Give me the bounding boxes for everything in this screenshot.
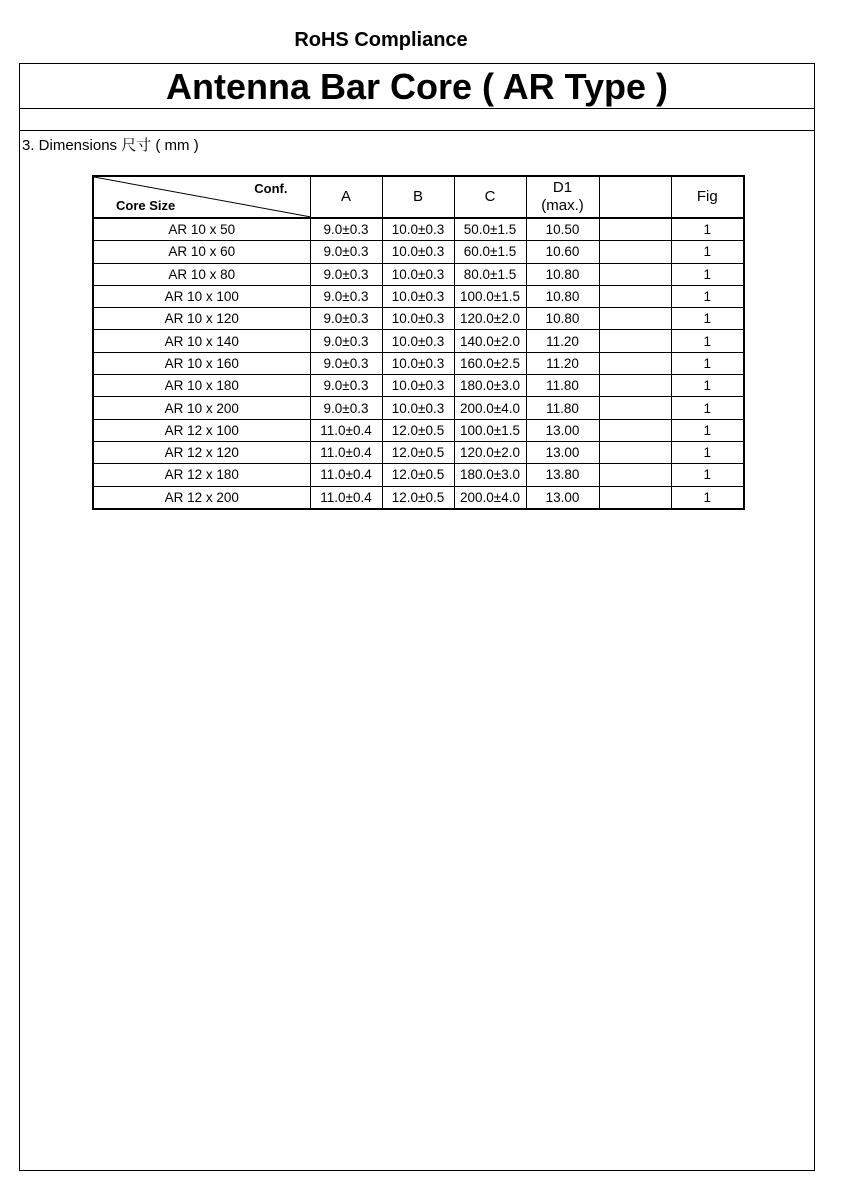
- table-row: [93, 441, 744, 463]
- column-header-d1-line2: (max.): [541, 197, 584, 214]
- d1-cell: 11.20: [526, 352, 599, 374]
- c-cell: 50.0±1.5: [454, 218, 526, 241]
- d1-cell: 13.00: [526, 441, 599, 463]
- fig-cell: 1: [671, 308, 744, 330]
- d1-cell: 10.60: [526, 241, 599, 263]
- fig-cell: 1: [671, 419, 744, 441]
- b-cell: 10.0±0.3: [382, 218, 454, 241]
- blank-cell: [599, 464, 671, 486]
- core-size-cell: AR 12 x 120: [93, 441, 310, 463]
- core-size-cell: AR 10 x 120: [93, 308, 310, 330]
- fig-cell: 1: [671, 464, 744, 486]
- c-cell: 60.0±1.5: [454, 241, 526, 263]
- fig-cell: 1: [671, 397, 744, 419]
- column-header-fig: Fig: [671, 176, 744, 218]
- column-header-b: B: [382, 176, 454, 218]
- d1-cell: 13.00: [526, 419, 599, 441]
- d1-cell: 11.80: [526, 375, 599, 397]
- column-header-blank: [599, 176, 671, 218]
- blank-cell: [599, 375, 671, 397]
- c-cell: 100.0±1.5: [454, 419, 526, 441]
- table-row: [93, 486, 744, 509]
- fig-cell: 1: [671, 352, 744, 374]
- c-cell: 100.0±1.5: [454, 285, 526, 307]
- c-cell: 120.0±2.0: [454, 441, 526, 463]
- a-cell: 11.0±0.4: [310, 441, 382, 463]
- c-cell: 140.0±2.0: [454, 330, 526, 352]
- dimensions-table: [92, 175, 745, 510]
- d1-cell: 10.80: [526, 263, 599, 285]
- d1-cell: 11.20: [526, 330, 599, 352]
- column-header-c: C: [454, 176, 526, 218]
- c-cell: 180.0±3.0: [454, 464, 526, 486]
- core-size-cell: AR 10 x 140: [93, 330, 310, 352]
- table-row: [93, 375, 744, 397]
- fig-cell: 1: [671, 263, 744, 285]
- b-cell: 10.0±0.3: [382, 285, 454, 307]
- core-size-cell: AR 10 x 80: [93, 263, 310, 285]
- core-size-cell: AR 12 x 200: [93, 486, 310, 509]
- d1-cell: 13.00: [526, 486, 599, 509]
- core-size-cell: AR 12 x 100: [93, 419, 310, 441]
- table-row: [93, 330, 744, 352]
- document-frame: [19, 63, 815, 1171]
- core-size-cell: AR 10 x 60: [93, 241, 310, 263]
- fig-cell: 1: [671, 241, 744, 263]
- c-cell: 120.0±2.0: [454, 308, 526, 330]
- b-cell: 10.0±0.3: [382, 263, 454, 285]
- c-cell: 80.0±1.5: [454, 263, 526, 285]
- a-cell: 11.0±0.4: [310, 419, 382, 441]
- blank-cell: [599, 352, 671, 374]
- table-row: [93, 464, 744, 486]
- corner-header-cell: [93, 176, 310, 218]
- b-cell: 12.0±0.5: [382, 419, 454, 441]
- core-size-label: Core Size: [116, 198, 176, 213]
- b-cell: 12.0±0.5: [382, 441, 454, 463]
- fig-cell: 1: [671, 330, 744, 352]
- a-cell: 9.0±0.3: [310, 241, 382, 263]
- fig-cell: 1: [671, 486, 744, 509]
- a-cell: 11.0±0.4: [310, 464, 382, 486]
- a-cell: 9.0±0.3: [310, 375, 382, 397]
- c-cell: 160.0±2.5: [454, 352, 526, 374]
- c-cell: 180.0±3.0: [454, 375, 526, 397]
- b-cell: 10.0±0.3: [382, 308, 454, 330]
- d1-cell: 10.50: [526, 218, 599, 241]
- blank-cell: [599, 285, 671, 307]
- table-row: [93, 397, 744, 419]
- blank-cell: [599, 241, 671, 263]
- core-size-cell: AR 10 x 100: [93, 285, 310, 307]
- a-cell: 9.0±0.3: [310, 285, 382, 307]
- b-cell: 10.0±0.3: [382, 397, 454, 419]
- d1-cell: 10.80: [526, 308, 599, 330]
- table-row: [93, 308, 744, 330]
- a-cell: 9.0±0.3: [310, 308, 382, 330]
- a-cell: 9.0±0.3: [310, 263, 382, 285]
- b-cell: 12.0±0.5: [382, 486, 454, 509]
- blank-cell: [599, 330, 671, 352]
- a-cell: 9.0±0.3: [310, 330, 382, 352]
- fig-cell: 1: [671, 218, 744, 241]
- core-size-cell: AR 10 x 180: [93, 375, 310, 397]
- blank-cell: [599, 308, 671, 330]
- fig-cell: 1: [671, 441, 744, 463]
- b-cell: 10.0±0.3: [382, 375, 454, 397]
- table-body: [93, 218, 744, 509]
- blank-cell: [599, 419, 671, 441]
- column-header-d1-line1: D1: [552, 179, 573, 196]
- blank-cell: [599, 441, 671, 463]
- core-size-cell: AR 10 x 200: [93, 397, 310, 419]
- b-cell: 10.0±0.3: [382, 241, 454, 263]
- blank-cell: [599, 397, 671, 419]
- fig-cell: 1: [671, 285, 744, 307]
- table-row: [93, 241, 744, 263]
- fig-cell: 1: [671, 375, 744, 397]
- c-cell: 200.0±4.0: [454, 397, 526, 419]
- d1-cell: 11.80: [526, 397, 599, 419]
- section-heading: 3. Dimensions 尺寸 ( mm ): [22, 137, 199, 154]
- table-row: [93, 419, 744, 441]
- blank-cell: [599, 486, 671, 509]
- a-cell: 9.0±0.3: [310, 397, 382, 419]
- core-size-cell: AR 12 x 180: [93, 464, 310, 486]
- a-cell: 11.0±0.4: [310, 486, 382, 509]
- b-cell: 10.0±0.3: [382, 352, 454, 374]
- blank-cell: [599, 263, 671, 285]
- column-header-a: A: [310, 176, 382, 218]
- table-row: [93, 218, 744, 241]
- table-header-row: [93, 176, 744, 218]
- table-row: [93, 263, 744, 285]
- c-cell: 200.0±4.0: [454, 486, 526, 509]
- b-cell: 10.0±0.3: [382, 330, 454, 352]
- d1-cell: 13.80: [526, 464, 599, 486]
- a-cell: 9.0±0.3: [310, 352, 382, 374]
- d1-cell: 10.80: [526, 285, 599, 307]
- core-size-cell: AR 10 x 50: [93, 218, 310, 241]
- blank-cell: [599, 218, 671, 241]
- core-size-cell: AR 10 x 160: [93, 352, 310, 374]
- rohs-compliance-heading: RoHS Compliance: [294, 29, 468, 51]
- table-row: [93, 285, 744, 307]
- table-row: [93, 352, 744, 374]
- document-title: Antenna Bar Core ( AR Type ): [20, 64, 814, 109]
- a-cell: 9.0±0.3: [310, 218, 382, 241]
- column-header-d1: [526, 176, 599, 218]
- spacer-row: [20, 109, 814, 131]
- conf-label: Conf.: [254, 181, 288, 196]
- b-cell: 12.0±0.5: [382, 464, 454, 486]
